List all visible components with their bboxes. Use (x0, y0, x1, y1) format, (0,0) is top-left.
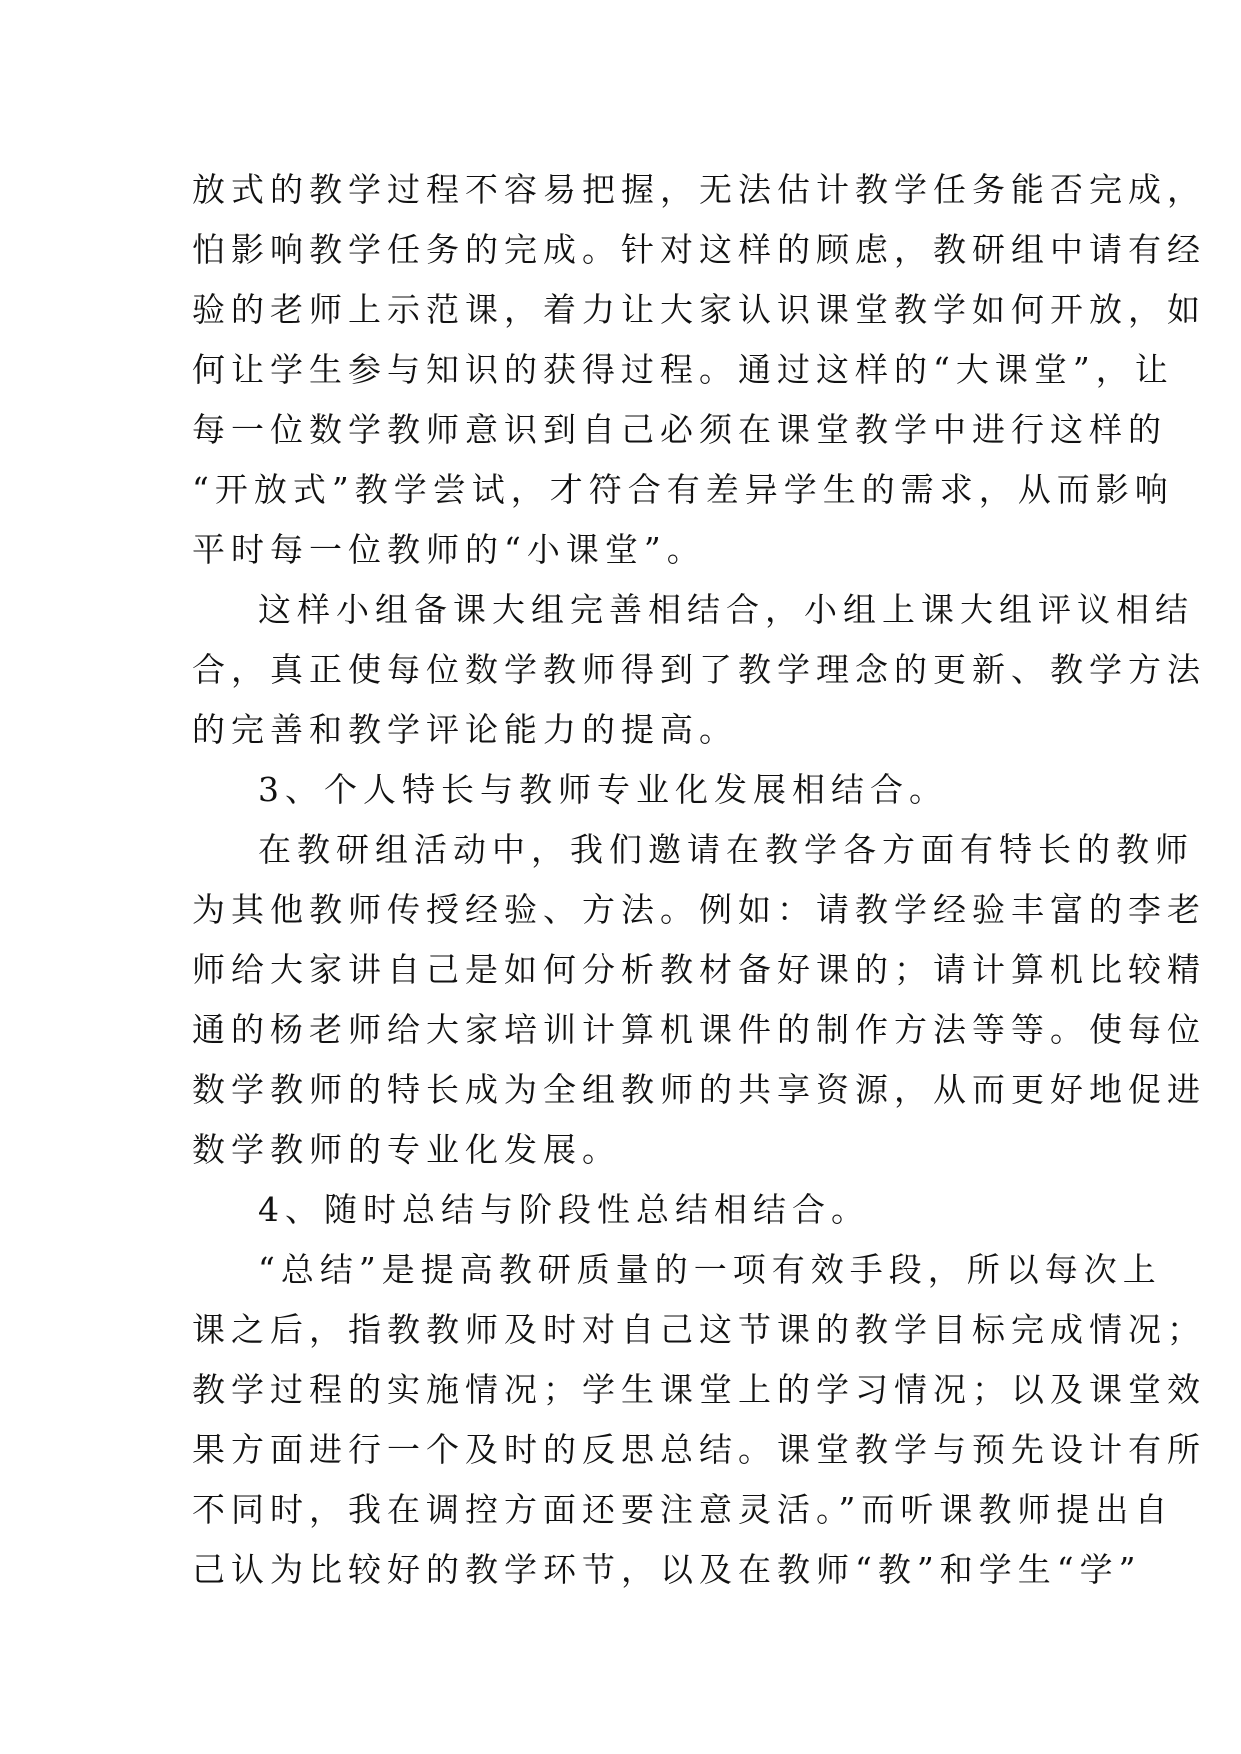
text-line: 课之后，指教教师及时对自己这节课的教学目标完成情况； (192, 1310, 1206, 1349)
paragraph-start-line: 在教研组活动中，我们邀请在教学各方面有特长的教师 (258, 830, 1194, 869)
text-line: 通的杨老师给大家培训计算机课件的制作方法等等。使每位 (192, 1010, 1206, 1049)
text-line: 每一位数学教师意识到自己必须在课堂教学中进行这样的 (192, 410, 1167, 449)
text-line: 为其他教师传授经验、方法。例如：请教学经验丰富的李老 (192, 890, 1206, 929)
text-line: 不同时，我在调控方面还要注意灵活。”而听课教师提出自 (192, 1490, 1174, 1529)
text-line: 教学过程的实施情况；学生课堂上的学习情况；以及课堂效 (192, 1370, 1206, 1409)
paragraph-start-line: 这样小组备课大组完善相结合，小组上课大组评议相结 (258, 590, 1194, 629)
text-line: 怕影响教学任务的完成。针对这样的顾虑，教研组中请有经 (192, 230, 1206, 269)
text-line: 放式的教学过程不容易把握，无法估计教学任务能否完成， (192, 170, 1206, 209)
text-line: 的完善和教学评论能力的提高。 (192, 710, 738, 749)
text-line: 师给大家讲自己是如何分析教材备好课的；请计算机比较精 (192, 950, 1206, 989)
section-heading-4: 4、随时总结与阶段性总结相结合。 (258, 1190, 870, 1229)
text-line: 平时每一位教师的“小课堂”。 (192, 530, 706, 569)
section-heading-3: 3、个人特长与教师专业化发展相结合。 (258, 770, 948, 809)
body-text (192, 160, 1206, 1600)
text-line: 合，真正使每位数学教师得到了教学理念的更新、教学方法 (192, 650, 1206, 689)
text-line: 何让学生参与知识的获得过程。通过这样的“大课堂”，让 (192, 350, 1174, 389)
text-line: 果方面进行一个及时的反思总结。课堂教学与预先设计有所 (192, 1430, 1206, 1469)
text-line: “开放式”教学尝试，才符合有差异学生的需求，从而影响 (192, 470, 1174, 509)
text-line: 己认为比较好的教学环节，以及在教师“教”和学生“学” (192, 1550, 1142, 1589)
text-line: 验的老师上示范课，着力让大家认识课堂教学如何开放，如 (192, 290, 1206, 329)
text-line: 数学教师的特长成为全组教师的共享资源，从而更好地促进 (192, 1070, 1206, 1109)
paragraph-start-line: “总结”是提高教研质量的一项有效手段，所以每次上 (258, 1250, 1162, 1289)
text-line: 数学教师的专业化发展。 (192, 1130, 621, 1169)
